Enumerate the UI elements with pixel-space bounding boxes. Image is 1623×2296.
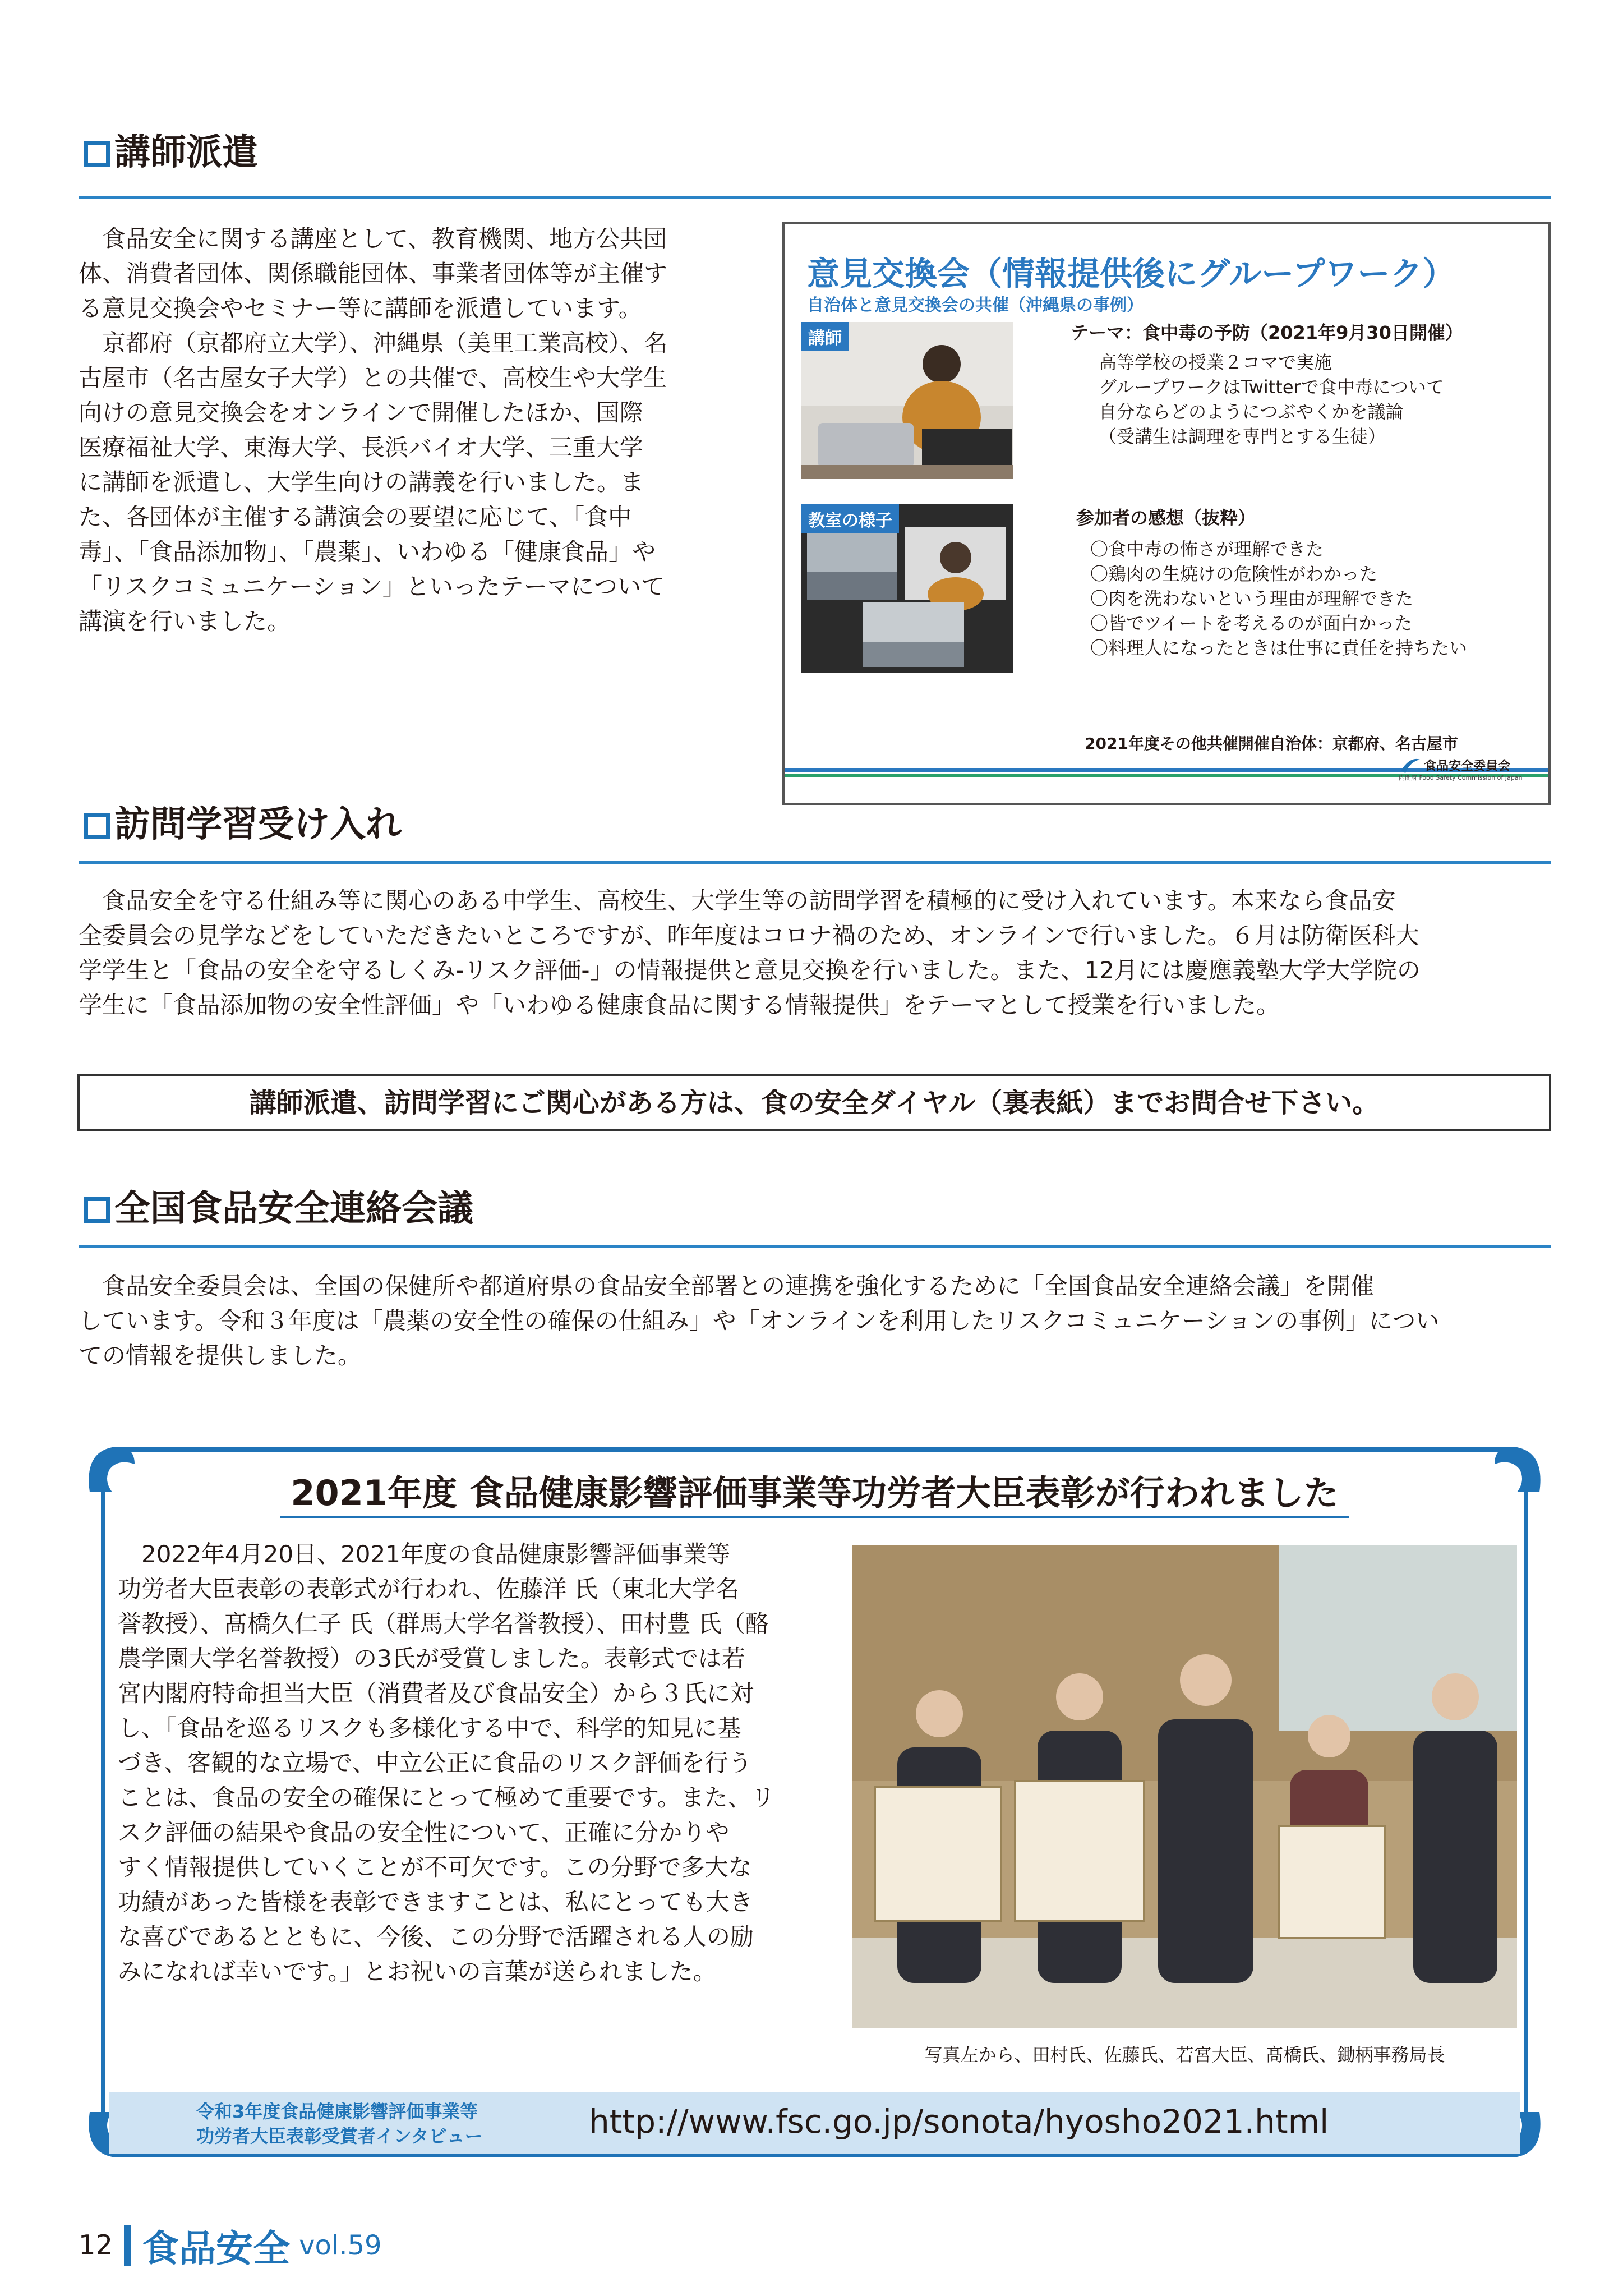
national-liaison-text: [79, 1269, 1553, 1373]
feedback-title: 参加者の感想（抜粋）: [1076, 507, 1256, 528]
theme-line: グループワークはTwitterで食中毒について: [1099, 376, 1445, 398]
text-line: 功績があった皆様を表彰できますことは、私にとっても大き: [118, 1888, 753, 1916]
text-line: し、「食品を巡るリスクも多様化する中で、科学的知見に基: [118, 1714, 741, 1742]
interview-label-line2: 功労者大臣表彰受賞者インタビュー: [196, 2125, 483, 2147]
feedback-line: 〇肉を洗わないという理由が理解できた: [1090, 588, 1414, 609]
text-line: ことは、食品の安全の確保にとって極めて重要です。また、リ: [118, 1784, 775, 1811]
fsc-logo-text: 食品安全委員会: [1424, 759, 1511, 774]
text-line: すく情報提供していくことが不可欠です。この分野で多大な: [118, 1853, 752, 1881]
footer-divider: [124, 2225, 131, 2266]
text-line: みになれば幸いです。」とお祝いの言葉が送られました。: [118, 1958, 717, 1985]
text-line: 2022年4月20日、2021年度の食品健康影響評価事業等: [141, 1540, 730, 1568]
visit-learning-text: [79, 884, 1553, 1023]
text-line: 向けの意見交換会をオンラインで開催したほか、国際: [79, 399, 643, 426]
slide-footnote: 2021年度その他共催開催自治体：京都府、名古屋市: [1085, 734, 1458, 753]
text-line: に講師を派遣し、大学生向けの講義を行いました。ま: [79, 468, 644, 496]
checkbox-square-icon: [84, 1197, 110, 1223]
heading-text: 講師派遣: [114, 132, 258, 173]
text-line: 食品安全を守る仕組み等に関心のある中学生、高校生、大学生等の訪問学習を積極的に受け入れています。本来なら食品安: [102, 887, 1396, 914]
theme-line: 自分ならどのようにつぶやくかを議論: [1099, 401, 1404, 422]
text-line: 食品安全に関する講座として、教育機関、地方公共団: [102, 225, 667, 252]
heading-text: 訪問学習受け入れ: [114, 804, 402, 845]
section-heading-national-liaison-conference: [84, 1186, 473, 1231]
award-title: 2021年度 食品健康影響評価事業等功労者大臣表彰が行われました: [291, 1473, 1339, 1513]
text-line: 体、消費者団体、関係職能団体、事業者団体等が主催す: [79, 260, 668, 287]
text-line: 医療福祉大学、東海大学、長浜バイオ大学、三重大学: [79, 434, 643, 461]
text-line: 「リスクコミュニケーション」といったテーマについて: [79, 573, 665, 600]
theme-line: 高等学校の授業２コマで実施: [1099, 352, 1332, 373]
lecturer-dispatch-text: [79, 222, 768, 639]
text-line: る意見交換会やセミナー等に講師を派遣しています。: [79, 295, 642, 322]
text-line: な喜びであるとともに、今後、この分野で活躍される人の励: [118, 1923, 754, 1950]
theme-line: （受講生は調理を専門とする生徒）: [1099, 426, 1386, 447]
text-line: 古屋市（名古屋女子大学）との共催で、高校生や大学生: [79, 364, 667, 392]
paragraph: [79, 222, 768, 326]
theme-lines: [1099, 350, 1444, 449]
tag-lecturer: 講師: [801, 322, 849, 351]
inquiry-notice: 講師派遣、訪問学習にご関心がある方は、食の安全ダイヤル（裏表紙）までお問合せ下さい。: [77, 1074, 1551, 1131]
photo-caption: 写真左から、田村氏、佐藤氏、若宮大臣、髙橋氏、鋤柄事務局長: [924, 2044, 1445, 2065]
interview-link-label: [196, 2099, 483, 2148]
volume-number: vol.59: [299, 2229, 382, 2261]
fsc-logo-en: Food Safety Commission of Japan: [1419, 774, 1523, 781]
magazine-name: 食品安全: [142, 2227, 291, 2270]
award-ceremony-photo: [852, 1545, 1517, 2028]
page-number: 12: [79, 2229, 113, 2261]
text-line: 全委員会の見学などをしていただきたいところですが、昨年度はコロナ禍のため、オンラインで行いました。６月は防衛医科大: [79, 922, 1419, 949]
text-line: 宮内閣府特命担当大臣（消費者及び食品安全）から３氏に対: [118, 1680, 754, 1707]
section-heading-lecturer-dispatch: [84, 130, 258, 175]
heading-rule: [79, 196, 1551, 199]
award-announcement-box: [79, 1436, 1551, 2168]
fsc-logo-subline: [1399, 773, 1522, 782]
feedback-line: 〇料理人になったときは仕事に責任を持ちたい: [1090, 637, 1468, 659]
text-line: 食品安全委員会は、全国の保健所や都道府県の食品安全部署との連携を強化するために「全国食品安全連絡会議」を開催: [102, 1272, 1375, 1300]
text-line: 誉教授）、髙橋久仁子 氏（群馬大学名誉教授）、田村豊 氏（酪: [118, 1610, 769, 1637]
feedback-line: 〇食中毒の怖さが理解できた: [1090, 539, 1324, 560]
heading-rule: [79, 861, 1551, 864]
feedback-lines: [1090, 537, 1467, 660]
text-line: た、各団体が主催する講演会の要望に応じて、「食中: [79, 503, 632, 531]
text-line: 講演を行いました。: [79, 608, 291, 635]
slide-subtitle: 自治体と意見交換会の共催（沖縄県の事例）: [807, 296, 1144, 315]
interview-label-line1: 令和3年度食品健康影響評価事業等: [196, 2101, 478, 2122]
text-line: ての情報を提供しました。: [79, 1342, 362, 1369]
interview-url-link[interactable]: http://www.fsc.go.jp/sonota/hyosho2021.html: [589, 2102, 1329, 2141]
text-line: しています。令和３年度は「農薬の安全性の確保の仕組み」や「オンラインを利用したリスクコミュニケーションの事例」につい: [79, 1307, 1440, 1335]
text-line: 毒」、「食品添加物」、「農薬」、いわゆる「健康食品」や: [79, 538, 656, 565]
tag-classroom: 教室の様子: [801, 504, 899, 533]
text-line: 京都府（京都府立大学）、沖縄県（美里工業高校）、名: [102, 329, 668, 357]
fsc-logo: [1399, 754, 1522, 782]
paragraph: [79, 326, 768, 639]
award-title-underline: [280, 1516, 1349, 1518]
text-line: づき、客観的な立場で、中立公正に食品のリスク評価を行う: [118, 1749, 752, 1777]
text-line: スク評価の結果や食品の安全性について、正確に分かりや: [118, 1819, 730, 1846]
heading-rule: [79, 1245, 1551, 1248]
feedback-line: 〇鶏肉の生焼けの危険性がわかった: [1090, 563, 1378, 585]
award-text: [118, 1537, 864, 1989]
text-line: 功労者大臣表彰の表彰式が行われ、佐藤洋 氏（東北大学名: [118, 1575, 739, 1603]
text-line: 学学生と「食品の安全を守るしくみ-リスク評価-」の情報提供と意見交換を行いました。また、12月には慶應義塾大学大学院の: [79, 956, 1421, 984]
checkbox-square-icon: [84, 141, 110, 167]
award-ceremony-photo-graphic: [852, 1545, 1517, 2028]
section-heading-visit-learning: [84, 802, 402, 847]
fsc-logo-sub: 内閣府: [1399, 774, 1417, 781]
text-line: 農学園大学名誉教授）の3氏が受賞しました。表彰式では若: [118, 1645, 745, 1672]
text-line: 学生に「食品添加物の安全性評価」や「いわゆる健康食品に関する情報提供」をテーマとして授業を行いました。: [79, 991, 1280, 1019]
checkbox-square-icon: [84, 813, 110, 839]
slide-title: 意見交換会（情報提供後にグループワーク）: [807, 255, 1455, 293]
heading-text: 全国食品安全連絡会議: [114, 1188, 473, 1230]
exchange-meeting-slide: [782, 222, 1551, 805]
interview-link-bar: [109, 2092, 1520, 2154]
slide-theme: テーマ：食中毒の予防（2021年9月30日開催）: [1071, 322, 1463, 343]
page-footer: [79, 2219, 382, 2269]
feedback-line: 〇皆でツイートを考えるのが面白かった: [1090, 613, 1413, 634]
